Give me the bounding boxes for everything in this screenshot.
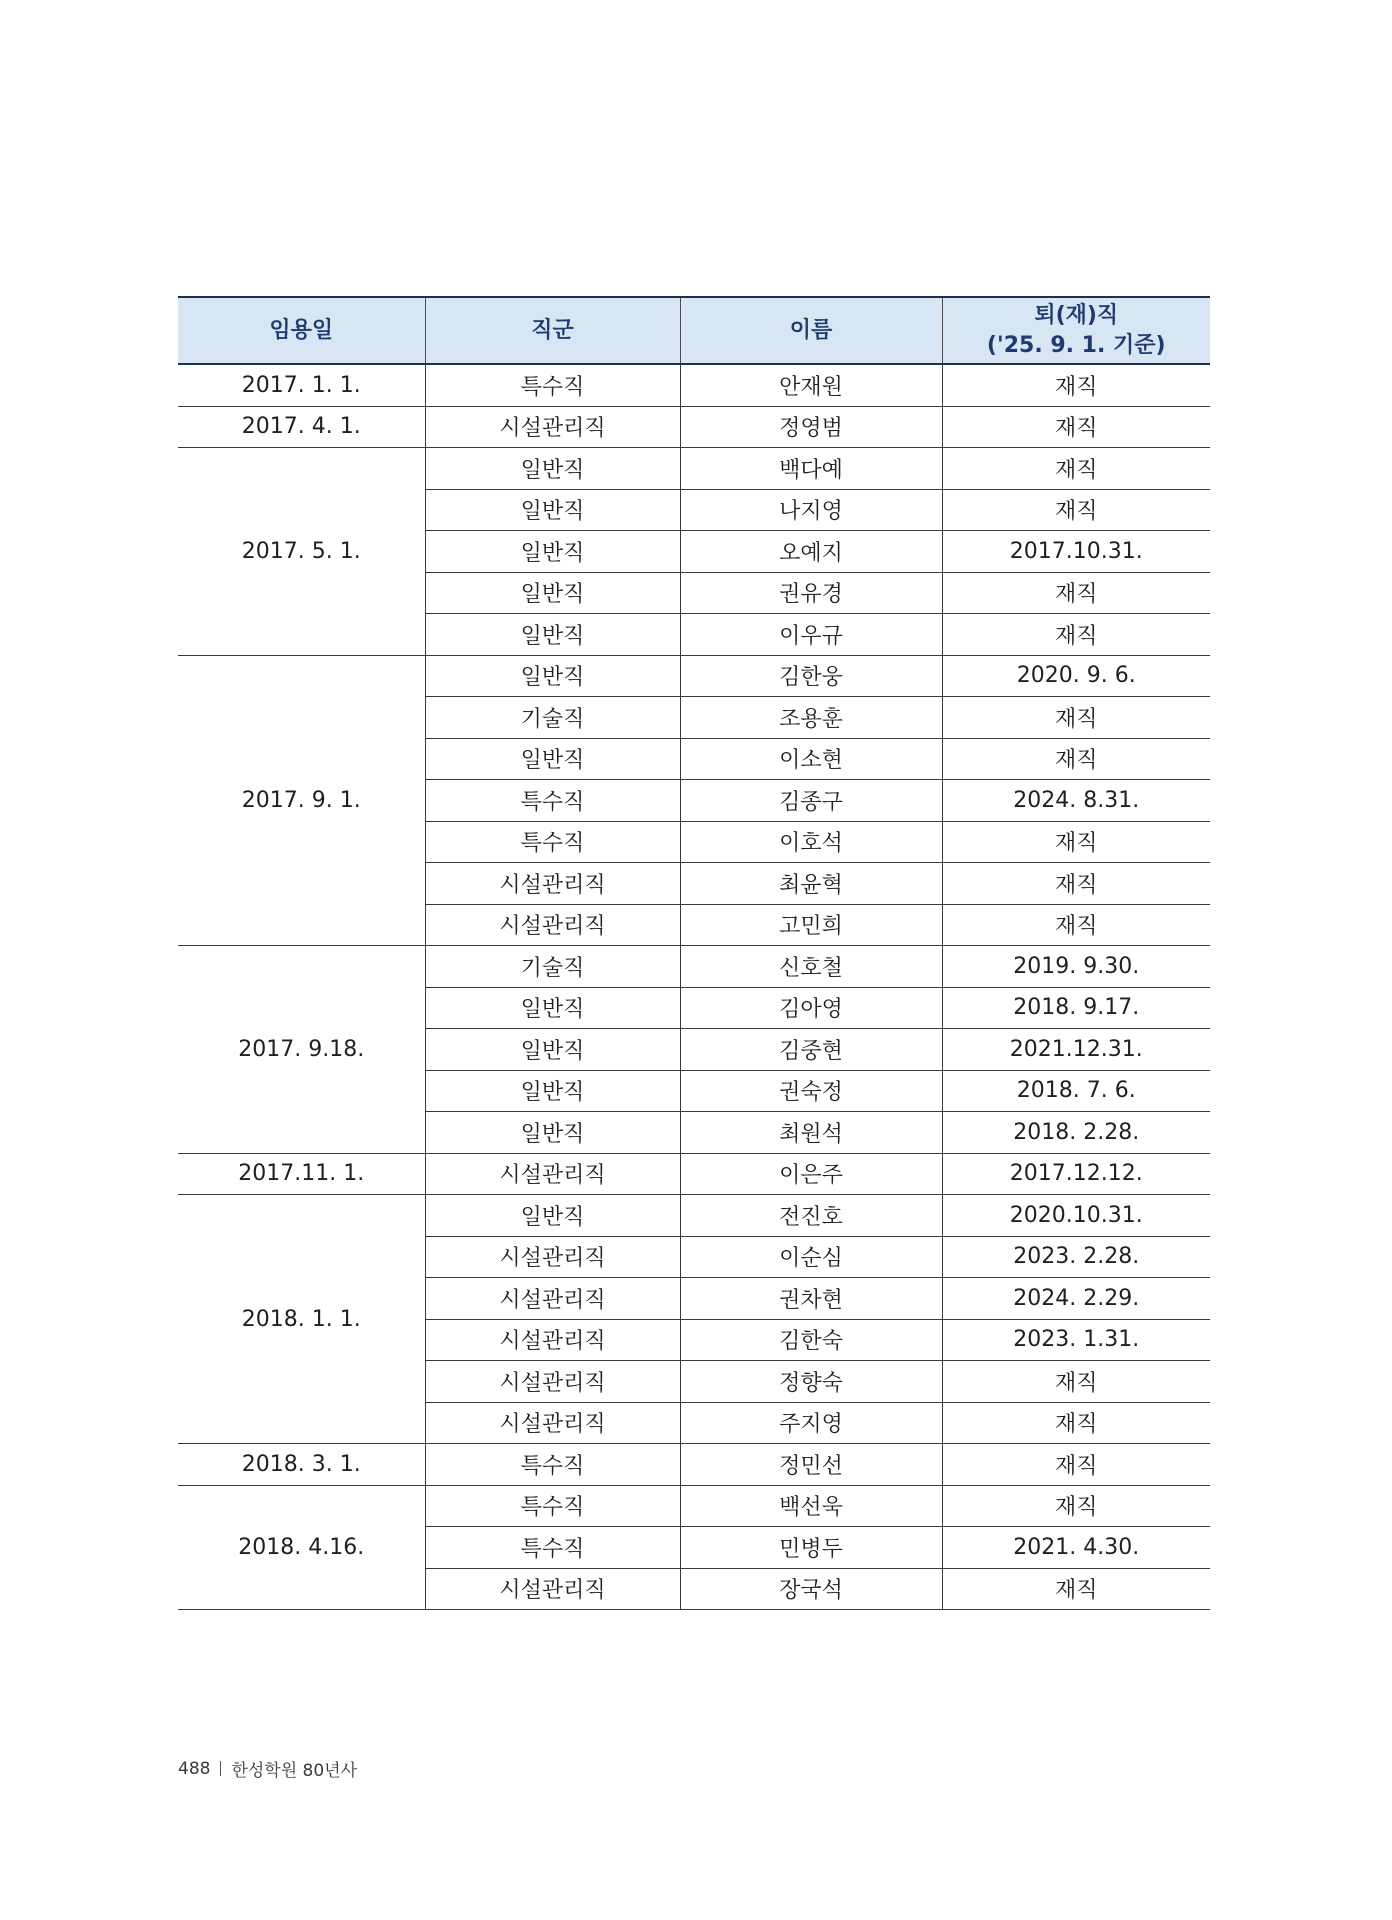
name-cell: 전진호 (680, 1195, 942, 1237)
status-cell: 재직 (942, 738, 1210, 780)
job-category-cell: 특수직 (425, 780, 680, 822)
job-category-cell: 시설관리직 (425, 406, 680, 448)
status-cell: 2023. 2.28. (942, 1236, 1210, 1278)
job-category-cell: 일반직 (425, 448, 680, 490)
status-cell: 2017.12.12. (942, 1153, 1210, 1195)
job-category-cell: 일반직 (425, 572, 680, 614)
job-category-cell: 일반직 (425, 738, 680, 780)
appointment-date-cell: 2018. 1. 1. (178, 1195, 425, 1444)
status-cell: 2023. 1.31. (942, 1319, 1210, 1361)
page-number: 488 (178, 1758, 211, 1779)
job-category-cell: 일반직 (425, 489, 680, 531)
job-category-cell: 시설관리직 (425, 1319, 680, 1361)
name-cell: 김종구 (680, 780, 942, 822)
job-category-cell: 시설관리직 (425, 1402, 680, 1444)
name-cell: 안재원 (680, 364, 942, 406)
name-cell: 주지영 (680, 1402, 942, 1444)
name-cell: 이소현 (680, 738, 942, 780)
name-cell: 김한웅 (680, 655, 942, 697)
table-row (178, 1485, 1210, 1527)
job-category-cell: 시설관리직 (425, 1361, 680, 1403)
job-category-cell: 일반직 (425, 1070, 680, 1112)
name-cell: 권숙정 (680, 1070, 942, 1112)
table-row (178, 448, 1210, 490)
status-cell: 재직 (942, 1402, 1210, 1444)
status-cell: 2018. 9.17. (942, 987, 1210, 1029)
job-category-cell: 시설관리직 (425, 863, 680, 905)
table-body (178, 364, 1210, 1610)
table-row (178, 1444, 1210, 1486)
name-cell: 정향숙 (680, 1361, 942, 1403)
name-cell: 나지영 (680, 489, 942, 531)
job-category-cell: 기술직 (425, 697, 680, 739)
name-cell: 김아영 (680, 987, 942, 1029)
status-cell: 2020. 9. 6. (942, 655, 1210, 697)
table-row (178, 946, 1210, 988)
name-cell: 최원석 (680, 1112, 942, 1154)
appointment-date-cell: 2017.11. 1. (178, 1153, 425, 1195)
job-category-cell: 특수직 (425, 821, 680, 863)
staff-roster-table (178, 296, 1210, 1610)
name-cell: 최윤혁 (680, 863, 942, 905)
appointment-date-cell: 2018. 4.16. (178, 1485, 425, 1610)
header-status-line2: ('25. 9. 1. 기준) (986, 332, 1166, 358)
header-name: 이름 (680, 297, 942, 364)
job-category-cell: 특수직 (425, 364, 680, 406)
appointment-date-cell: 2018. 3. 1. (178, 1444, 425, 1486)
status-cell: 2021.12.31. (942, 1029, 1210, 1071)
job-category-cell: 일반직 (425, 655, 680, 697)
status-cell: 2018. 7. 6. (942, 1070, 1210, 1112)
name-cell: 조용훈 (680, 697, 942, 739)
header-appointment-date: 임용일 (178, 297, 425, 364)
name-cell: 김중현 (680, 1029, 942, 1071)
table-row (178, 406, 1210, 448)
status-cell: 재직 (942, 697, 1210, 739)
job-category-cell: 일반직 (425, 614, 680, 656)
status-cell: 2017.10.31. (942, 531, 1210, 573)
appointment-date-cell: 2017. 4. 1. (178, 406, 425, 448)
table-row (178, 1153, 1210, 1195)
header-job-category: 직군 (425, 297, 680, 364)
name-cell: 정민선 (680, 1444, 942, 1486)
book-title: 한성학원 80년사 (231, 1761, 358, 1781)
header-row (178, 297, 1210, 364)
status-cell: 재직 (942, 572, 1210, 614)
status-cell: 재직 (942, 406, 1210, 448)
table-row (178, 655, 1210, 697)
status-cell: 2024. 8.31. (942, 780, 1210, 822)
job-category-cell: 시설관리직 (425, 1278, 680, 1320)
job-category-cell: 특수직 (425, 1527, 680, 1569)
page-footer (178, 1756, 357, 1781)
name-cell: 이순심 (680, 1236, 942, 1278)
job-category-cell: 시설관리직 (425, 1153, 680, 1195)
header-status (942, 297, 1210, 364)
name-cell: 고민희 (680, 904, 942, 946)
status-cell: 2020.10.31. (942, 1195, 1210, 1237)
appointment-date-cell: 2017. 9.18. (178, 946, 425, 1154)
appointment-date-cell: 2017. 1. 1. (178, 364, 425, 406)
job-category-cell: 특수직 (425, 1485, 680, 1527)
status-cell: 2019. 9.30. (942, 946, 1210, 988)
job-category-cell: 시설관리직 (425, 1236, 680, 1278)
table-header (178, 297, 1210, 364)
name-cell: 신호철 (680, 946, 942, 988)
name-cell: 권유경 (680, 572, 942, 614)
status-cell: 재직 (942, 489, 1210, 531)
name-cell: 백다예 (680, 448, 942, 490)
status-cell: 재직 (942, 1444, 1210, 1486)
job-category-cell: 기술직 (425, 946, 680, 988)
status-cell: 재직 (942, 448, 1210, 490)
name-cell: 백선욱 (680, 1485, 942, 1527)
job-category-cell: 시설관리직 (425, 1568, 680, 1610)
status-cell: 2018. 2.28. (942, 1112, 1210, 1154)
status-cell: 재직 (942, 863, 1210, 905)
footer-separator (220, 1761, 221, 1776)
job-category-cell: 일반직 (425, 1029, 680, 1071)
job-category-cell: 일반직 (425, 531, 680, 573)
table-row (178, 1195, 1210, 1237)
name-cell: 이은주 (680, 1153, 942, 1195)
table-row (178, 364, 1210, 406)
appointment-date-cell: 2017. 5. 1. (178, 448, 425, 656)
name-cell: 장국석 (680, 1568, 942, 1610)
job-category-cell: 시설관리직 (425, 904, 680, 946)
status-cell: 재직 (942, 364, 1210, 406)
appointment-date-cell: 2017. 9. 1. (178, 655, 425, 946)
name-cell: 민병두 (680, 1527, 942, 1569)
status-cell: 재직 (942, 904, 1210, 946)
status-cell: 재직 (942, 614, 1210, 656)
name-cell: 오예지 (680, 531, 942, 573)
job-category-cell: 특수직 (425, 1444, 680, 1486)
name-cell: 권차현 (680, 1278, 942, 1320)
status-cell: 재직 (942, 821, 1210, 863)
name-cell: 정영범 (680, 406, 942, 448)
header-status-line1: 퇴(재)직 (1034, 302, 1119, 328)
name-cell: 김한숙 (680, 1319, 942, 1361)
status-cell: 2021. 4.30. (942, 1527, 1210, 1569)
name-cell: 이우규 (680, 614, 942, 656)
job-category-cell: 일반직 (425, 1195, 680, 1237)
status-cell: 재직 (942, 1361, 1210, 1403)
status-cell: 2024. 2.29. (942, 1278, 1210, 1320)
job-category-cell: 일반직 (425, 1112, 680, 1154)
name-cell: 이호석 (680, 821, 942, 863)
status-cell: 재직 (942, 1485, 1210, 1527)
job-category-cell: 일반직 (425, 987, 680, 1029)
status-cell: 재직 (942, 1568, 1210, 1610)
